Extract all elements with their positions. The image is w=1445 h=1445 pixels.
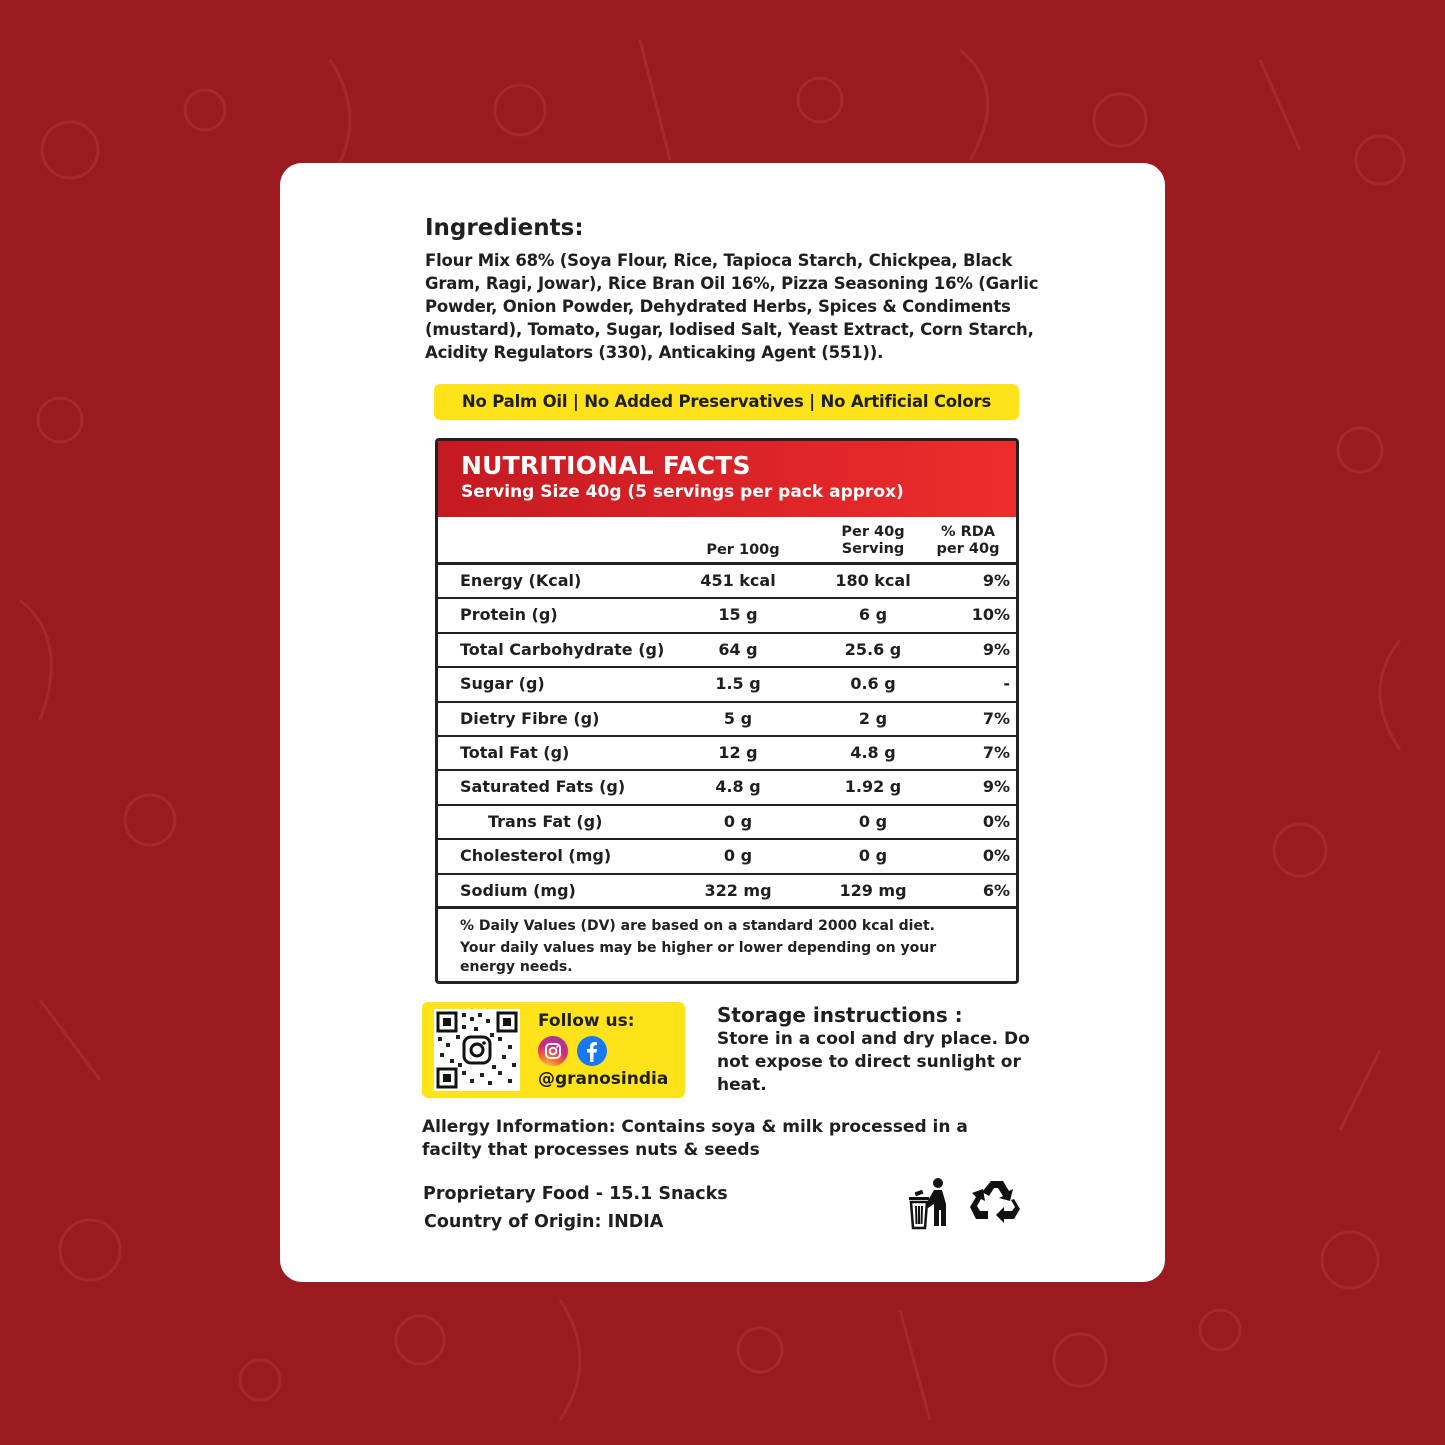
table-row [438,668,1016,702]
value-rda: 7% [982,742,1010,762]
nutrient-name: Saturated Fats (g) [460,777,626,797]
value-per-40g: 129 mg [839,880,907,900]
nutrition-header [438,441,1016,517]
value-rda: 9% [982,777,1010,797]
ingredients-text: Flour Mix 68% (Soya Flour, Rice, Tapioca Starch, Chickpea, Black Gram, Ragi, Jowar), Rice Bran Oil 16%, Pizza Seasoning 16% (Garlic Powder, Onion Powder, Dehydrated Herbs, Spices & Condiments (mustard), Tomato, Sugar, Iodised Salt, Yeast Extract, Corn Starch, Acidity Regulators (330), Anticaking Agent (551)). [425,251,1039,362]
value-rda: 6% [982,880,1010,900]
table-row [438,875,1016,909]
value-per-100g: 15 g [718,605,758,625]
nutrient-name: Total Carbohydrate (g) [460,639,665,659]
storage-title: Storage instructions : [717,1003,963,1027]
facebook-icon[interactable] [577,1036,607,1066]
value-per-100g: 0 g [723,811,753,831]
value-rda: 0% [982,846,1010,866]
value-rda: 10% [971,605,1010,625]
value-per-40g: 0.6 g [850,674,896,694]
qr-code-icon[interactable] [434,1009,520,1091]
value-per-100g: 322 mg [704,880,772,900]
value-per-40g: 25.6 g [844,639,902,659]
table-row [438,771,1016,805]
country-of-origin: Country of Origin: INDIA [424,1212,664,1232]
footnote-dv: % Daily Values (DV) are based on a standard 2000 kcal diet. [460,917,935,934]
table-row [438,737,1016,771]
follow-us-label: Follow us: [538,1011,635,1031]
allergy-information: Allergy Information: Contains soya & milk processed in a facilty that processes nuts & seeds [422,1117,968,1160]
value-per-100g: 64 g [718,639,758,659]
nutrient-name: Sugar (g) [460,674,545,694]
value-per-100g: 1.5 g [715,674,761,694]
table-row [438,703,1016,737]
follow-us-box [422,1002,685,1098]
value-per-100g: 12 g [718,742,758,762]
value-per-40g: 0 g [858,846,888,866]
dispose-bin-icon [908,1177,952,1235]
header-per-100g: Per 100g [706,542,780,558]
nutrition-footnote [438,909,1016,977]
table-row [438,806,1016,840]
value-per-40g: 1.92 g [844,777,902,797]
nutrient-name: Dietry Fibre (g) [460,708,600,728]
value-per-100g: 5 g [723,708,753,728]
proprietary-food: Proprietary Food - 15.1 Snacks [423,1184,728,1204]
value-per-40g: 180 kcal [835,571,911,590]
header-rda: % RDA [941,524,995,540]
value-per-40g: 4.8 g [850,742,896,762]
value-rda: 9% [982,639,1010,659]
column-headers [438,517,1016,565]
table-row [438,840,1016,874]
value-per-100g: 0 g [723,846,753,866]
value-rda: 0% [982,811,1010,831]
social-handle[interactable]: @granosindia [538,1069,669,1089]
nutrition-title: NUTRITIONAL FACTS [461,451,751,480]
value-per-100g: 451 kcal [700,571,776,590]
serving-size: Serving Size 40g (5 servings per pack approx) [461,482,904,502]
label-card [280,163,1165,1282]
recycle-icon [970,1177,1024,1231]
ingredients-title: Ingredients: [425,215,584,241]
instagram-icon[interactable] [538,1036,568,1066]
table-row [438,565,1016,599]
storage-text: Store in a cool and dry place. Do not expose to direct sunlight or heat. [717,1029,1030,1095]
value-per-40g: 0 g [858,811,888,831]
storage-instructions [717,1003,1047,1097]
nutrient-name: Total Fat (g) [460,742,570,762]
value-per-40g: 2 g [858,708,888,728]
header-rda-per-40g: per 40g [936,541,1000,557]
nutrient-name: Trans Fat (g) [488,811,603,831]
footnote-variation: Your daily values may be higher or lower depending on your energy needs. [460,939,937,975]
nutrient-name: Sodium (mg) [460,880,576,900]
value-rda: 9% [982,571,1010,590]
table-row [438,599,1016,633]
header-per-40g: Per 40g [841,524,905,540]
claims-banner: No Palm Oil | No Added Preservatives | No Artificial Colors [434,384,1019,420]
table-row [438,634,1016,668]
value-per-100g: 4.8 g [715,777,761,797]
nutrient-name: Cholesterol (mg) [460,846,612,866]
value-rda: 7% [982,708,1010,728]
header-serving: Serving [841,541,905,557]
nutrient-name: Energy (Kcal) [460,571,582,590]
value-per-40g: 6 g [858,605,888,625]
nutrient-name: Protein (g) [460,605,558,625]
value-rda: - [1003,674,1010,694]
nutrition-facts-table [435,438,1019,984]
